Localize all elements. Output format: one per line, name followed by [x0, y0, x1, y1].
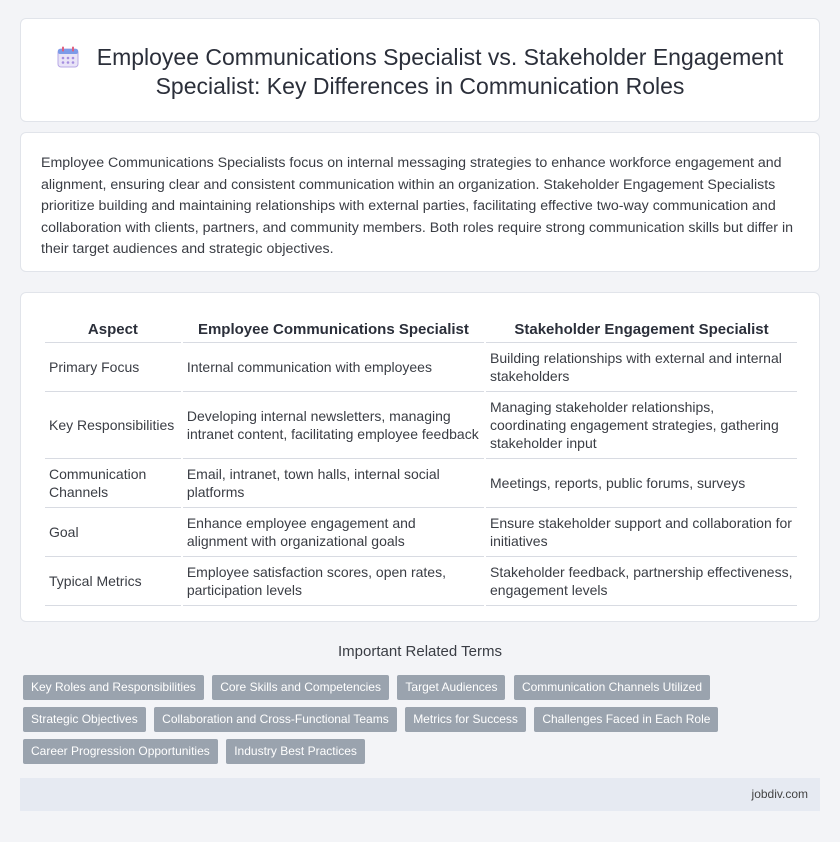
- table-row: [45, 508, 797, 557]
- comparison-card: [20, 292, 820, 622]
- header-employee-comms: Employee Communications Specialist: [183, 313, 484, 343]
- tag-career-progression[interactable]: Career Progression Opportunities: [23, 739, 218, 764]
- title-text: Employee Communications Specialist vs. Stakeholder Engagement Specialist: Key Differences in Communication Roles: [96, 44, 784, 99]
- related-terms-title: Important Related Terms: [338, 643, 502, 660]
- row-aspect: Primary Focus: [45, 343, 181, 392]
- header-stakeholder-engagement: Stakeholder Engagement Specialist: [486, 313, 797, 343]
- header-aspect: Aspect: [45, 313, 181, 343]
- row-aspect: Typical Metrics: [45, 557, 181, 606]
- tag-strategic-objectives[interactable]: Strategic Objectives: [23, 707, 146, 732]
- row-employee-value: Employee satisfaction scores, open rates, participation levels: [183, 557, 484, 606]
- tag-target-audiences[interactable]: Target Audiences: [397, 675, 505, 700]
- row-employee-value: Internal communication with employees: [183, 343, 484, 392]
- row-employee-value: Developing internal newsletters, managing intranet content, facilitating employee feedback: [183, 392, 484, 459]
- tag-collaboration[interactable]: Collaboration and Cross-Functional Teams: [154, 707, 397, 732]
- row-stakeholder-value: Managing stakeholder relationships, coordinating engagement strategies, gathering stakeholder input: [486, 392, 797, 459]
- comparison-table: [43, 313, 799, 606]
- table-header-row: [45, 313, 797, 343]
- table-row: [45, 459, 797, 508]
- table-row: [45, 557, 797, 606]
- related-terms-tags: [23, 675, 823, 771]
- row-stakeholder-value: Ensure stakeholder support and collaboration for initiatives: [486, 508, 797, 557]
- intro-text: Employee Communications Specialists focus on internal messaging strategies to enhance workforce engagement and alignment, ensuring clear and consistent communication within an organization. Stakeholder Engagement Specialists prioritize building and maintaining relationships with external parties, facilitating effective two-way communication and collaboration with clients, partners, and community members. Both roles require strong communication skills but differ in their target audiences and strategic objectives.: [41, 155, 794, 257]
- row-aspect: Goal: [45, 508, 181, 557]
- tag-best-practices[interactable]: Industry Best Practices: [226, 739, 365, 764]
- footer-site-link[interactable]: jobdiv.com: [751, 787, 808, 801]
- row-aspect: Key Responsibilities: [45, 392, 181, 459]
- tag-challenges[interactable]: Challenges Faced in Each Role: [534, 707, 718, 732]
- footer: [20, 778, 820, 811]
- page-title: [51, 43, 789, 101]
- title-card: [20, 18, 820, 122]
- tag-core-skills[interactable]: Core Skills and Competencies: [212, 675, 389, 700]
- intro-card: [20, 132, 820, 272]
- row-stakeholder-value: Stakeholder feedback, partnership effectiveness, engagement levels: [486, 557, 797, 606]
- row-aspect: Communication Channels: [45, 459, 181, 508]
- calendar-icon: [57, 46, 79, 68]
- tag-communication-channels[interactable]: Communication Channels Utilized: [514, 675, 710, 700]
- table-row: [45, 343, 797, 392]
- tag-metrics[interactable]: Metrics for Success: [405, 707, 526, 732]
- row-employee-value: Enhance employee engagement and alignment with organizational goals: [183, 508, 484, 557]
- row-employee-value: Email, intranet, town halls, internal social platforms: [183, 459, 484, 508]
- tag-key-roles[interactable]: Key Roles and Responsibilities: [23, 675, 204, 700]
- row-stakeholder-value: Building relationships with external and internal stakeholders: [486, 343, 797, 392]
- table-row: [45, 392, 797, 459]
- row-stakeholder-value: Meetings, reports, public forums, surveys: [486, 459, 797, 508]
